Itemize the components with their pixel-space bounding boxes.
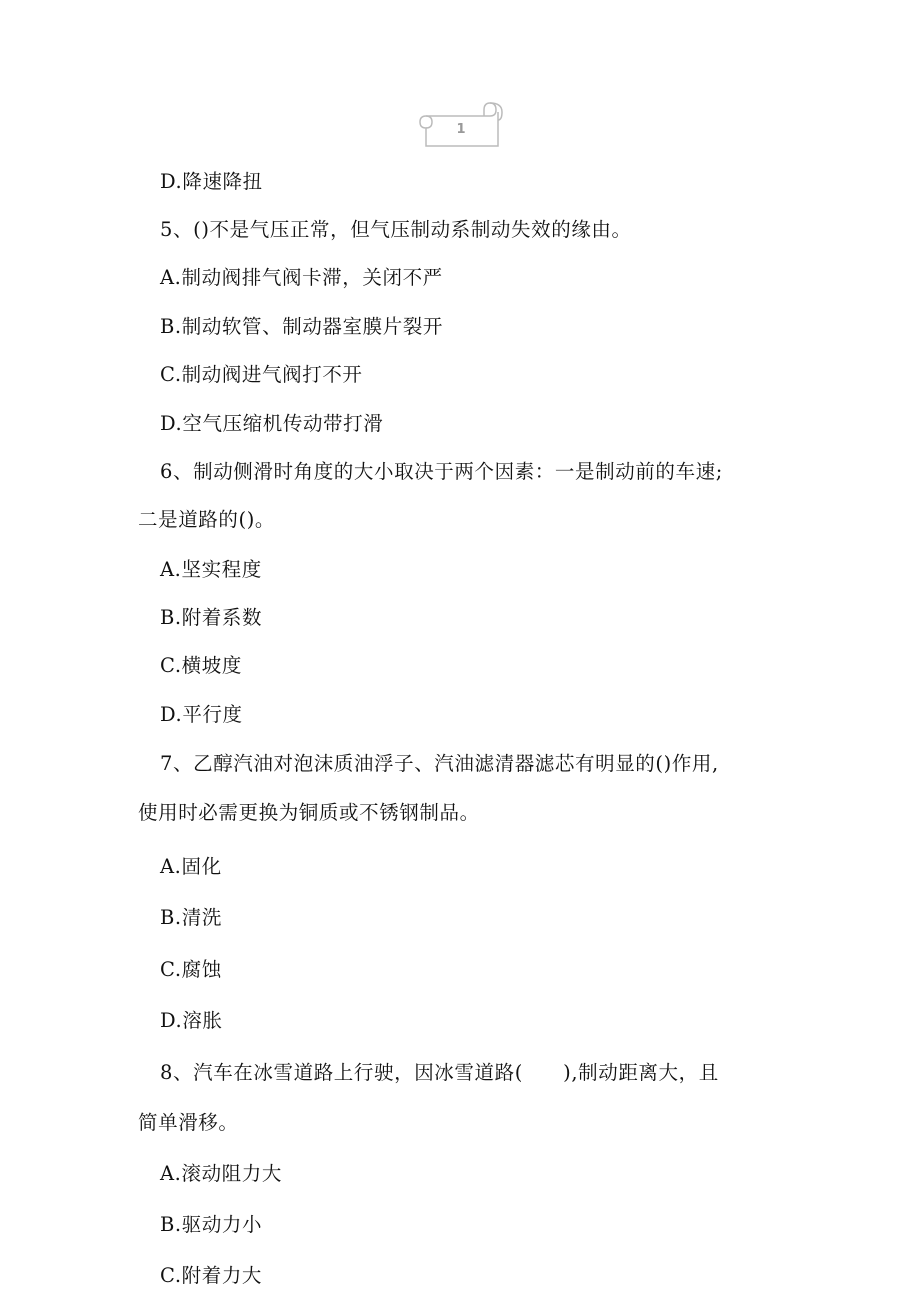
- question-8: 8、汽车在冰雪道路上行驶，因冰雪道路( ),制动距离大，且: [160, 1061, 719, 1084]
- option-c-q5: C.制动阀进气阀打不开: [160, 363, 363, 386]
- option-b-q7: B.清洗: [160, 906, 222, 929]
- option-c-q7: C.腐蚀: [160, 958, 222, 981]
- option-d-q7: D.溶胀: [160, 1009, 223, 1032]
- option-c-q8: C.附着力大: [160, 1264, 263, 1287]
- option-a-q8: A.滚动阻力大: [160, 1162, 282, 1185]
- page-number: 1: [456, 122, 466, 137]
- option-b-q6: B.附着系数: [160, 606, 263, 629]
- question-7-continued: 使用时必需更换为铜质或不锈钢制品。: [138, 801, 480, 824]
- option-b-q5: B.制动软管、制动器室膜片裂开: [160, 315, 444, 338]
- option-a-q7: A.固化: [160, 855, 222, 878]
- question-5: 5、()不是气压正常，但气压制动系制动失效的缘由。: [160, 218, 632, 241]
- question-8-continued: 简单滑移。: [138, 1111, 239, 1134]
- option-a-q5: A.制动阀排气阀卡滞，关闭不严: [160, 266, 443, 289]
- page-number-scroll-badge: [418, 100, 504, 150]
- option-c-q6: C.横坡度: [160, 654, 242, 677]
- option-d-q5: D.空气压缩机传动带打滑: [160, 412, 384, 435]
- question-6: 6、制动侧滑时角度的大小取决于两个因素：一是制动前的车速;: [160, 460, 723, 483]
- question-6-continued: 二是道路的()。: [138, 508, 276, 531]
- question-7: 7、乙醇汽油对泡沫质油浮子、汽油滤清器滤芯有明显的()作用,: [160, 752, 719, 775]
- option-d-q6: D.平行度: [160, 703, 243, 726]
- option-a-q6: A.坚实程度: [160, 558, 262, 581]
- option-d-q4: D.降速降扭: [160, 170, 263, 193]
- option-b-q8: B.驱动力小: [160, 1213, 263, 1236]
